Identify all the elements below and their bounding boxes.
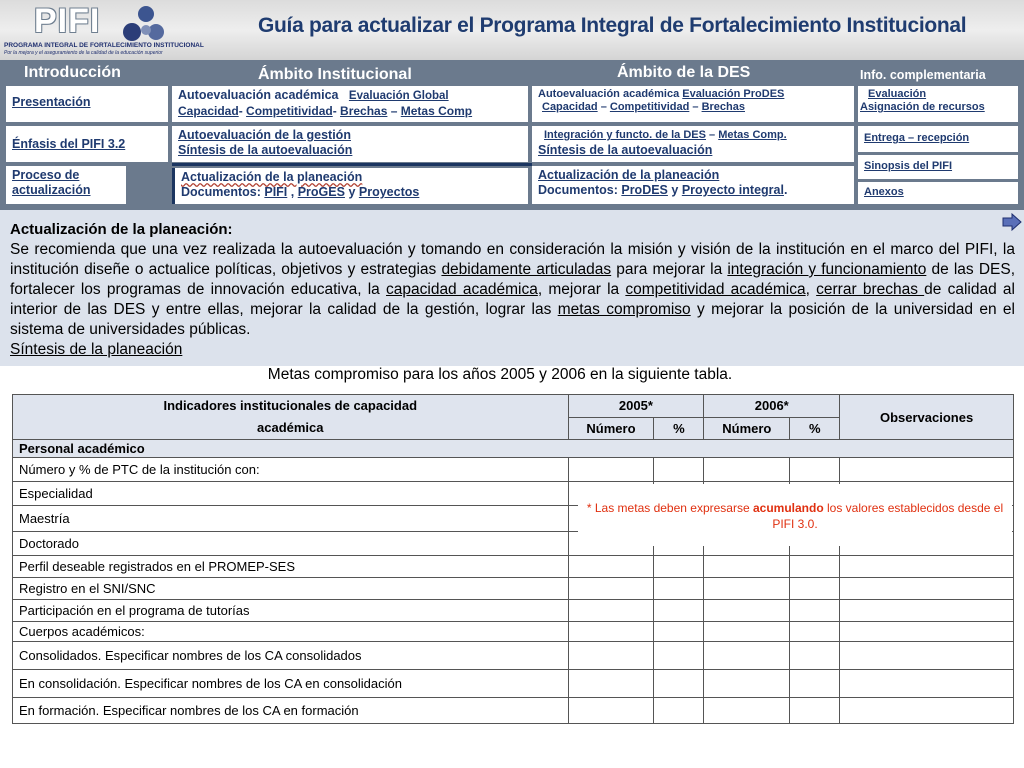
observations-cell[interactable] [840,578,1014,600]
link-integracion-funcionamiento[interactable]: integración y funcionamiento [727,261,927,278]
des-integracion-link[interactable]: Integración y functo. de la DES [544,129,706,141]
body-text-2: para mejorar la [611,261,728,278]
value-cell[interactable] [654,458,704,482]
nav-link-presentacion[interactable]: Presentación [12,95,91,109]
goals-table [12,394,1014,724]
value-cell[interactable] [568,578,654,600]
value-cell[interactable] [790,698,840,724]
nav-cell-inst-actualizacion: Actualización de la planeación Documentos: PIFI , ProGES y Proyectos [172,168,528,204]
info-sinopsis-link[interactable]: Sinopsis del PIFI [864,160,953,172]
row-label: Número y % de PTC de la institución con: [13,458,569,482]
des-metas-link[interactable]: Metas Comp. [718,129,787,141]
row-label: Perfil deseable registrados en el PROMEP-SES [13,556,569,578]
header-numero-2005: Número [568,417,654,440]
header-observaciones: Observaciones [840,395,1014,440]
nav-cell-inst-autoevaluacion: Autoevaluación académica Evaluación Global Capacidad- Competitividad- Brechas – Metas Comp [172,86,528,122]
info-asignacion-link[interactable]: Asignación de recursos [860,101,985,113]
observations-cell[interactable] [840,600,1014,622]
des-prodes-link[interactable]: ProDES [621,183,668,197]
body-text-6: de calidad al interior de las DES y entre ellas, mejorar la calidad de la gestión, lograr las [10,281,1016,318]
note-overlay [578,484,1012,546]
body-text-7: y mejorar la posición de la universidad en el sistema de universidades públicas. [10,301,1015,338]
next-arrow-icon[interactable] [1002,213,1022,231]
table-row [13,578,1014,600]
des-capacidad-link[interactable]: Capacidad [542,101,598,113]
link-debidamente-articuladas[interactable]: debidamente articuladas [441,261,612,278]
inst-competitividad-link[interactable]: Competitividad [246,104,333,118]
nav-item-enfasis[interactable] [6,126,168,162]
info-anexos-link[interactable]: Anexos [864,186,904,198]
value-cell[interactable] [568,556,654,578]
inst-evaluacion-global-link[interactable]: Evaluación Global [348,90,449,102]
table-row [13,458,1014,482]
nav-link-enfasis[interactable]: Énfasis del PIFI 3.2 [12,137,126,151]
nav-link-proceso[interactable]: Proceso de actualización [12,168,91,197]
logo-word: PIFI [34,2,101,40]
table-row [13,556,1014,578]
link-sintesis-planeacion[interactable]: Síntesis de la planeación [10,341,183,358]
nav-header-ambito-institucional: Ámbito Institucional [258,66,412,83]
value-cell[interactable] [568,458,654,482]
observations-cell[interactable] [840,458,1014,482]
value-cell[interactable] [568,642,654,670]
row-label: En consolidación. Especificar nombres de los CA en consolidación [13,670,569,698]
des-actualizacion-link[interactable]: Actualización de la planeación [538,168,720,182]
header-year-2006: 2006* [704,395,840,418]
header [0,0,1024,60]
nav-cell-des-actualizacion: Actualización de la planeación Documentos: ProDES y Proyecto integral. [532,166,854,204]
des-sintesis-link[interactable]: Síntesis de la autoevaluación [538,143,713,157]
nav-cell-info-anexos [858,182,1018,204]
nav-cell-des-autoevaluacion: Autoevaluación académica Evaluación ProDES Capacidad – Competitividad – Brechas [532,86,854,122]
row-label: Cuerpos académicos: [13,622,569,642]
value-cell[interactable] [704,698,790,724]
value-cell[interactable] [704,600,790,622]
value-cell[interactable] [704,670,790,698]
link-metas-compromiso[interactable]: metas compromiso [557,301,691,318]
table-row [13,600,1014,622]
link-cerrar-brechas[interactable]: cerrar brechas [816,281,925,298]
inst-y-label: y [348,185,356,199]
inst-autoevaluacion-label: Autoevaluación académica [178,88,339,102]
nav-cell-info-entrega [858,126,1018,152]
row-label: Consolidados. Especificar nombres de los CA consolidados [13,642,569,670]
body-text-4: , mejorar la [537,281,626,298]
page-title: Guía para actualizar el Programa Integral de Fortalecimiento Institucional [258,14,967,37]
inst-documentos-label: Documentos: [181,185,261,199]
row-label: Maestría [13,506,569,532]
header-pct-2005: % [654,417,704,440]
value-cell[interactable] [790,622,840,642]
header-year-2005: 2005* [568,395,704,418]
header-numero-2006: Número [704,417,790,440]
des-proyecto-integral-link[interactable]: Proyecto integral [681,183,784,197]
nav-header-introduccion: Introducción [24,64,121,81]
value-cell[interactable] [654,670,704,698]
selected-indicator [172,163,532,166]
table-row [13,698,1014,724]
value-cell[interactable] [790,670,840,698]
header-indicators: Indicadores institucionales de capacidad académica [13,395,569,440]
value-cell[interactable] [790,578,840,600]
row-label: Participación en el programa de tutorías [13,600,569,622]
row-label: Personal académico [13,440,1014,458]
value-cell[interactable] [654,622,704,642]
des-evaluacion-prodes-link[interactable]: Evaluación ProDES [682,88,785,100]
info-evaluacion-link[interactable]: Evaluación [868,88,927,100]
des-brechas-link[interactable]: Brechas [701,101,745,113]
body-text-3: de las DES, fortalecer los programas de innovación educativa, la [10,261,1015,298]
pifi-logo [4,2,204,58]
value-cell[interactable] [568,670,654,698]
nav-item-presentacion[interactable] [6,86,168,122]
nav-cell-inst-gestion [172,126,528,162]
table-caption: Metas compromiso para los años 2005 y 2006 en la siguiente tabla. [267,366,733,383]
table-body [13,440,1014,724]
inst-gestion-link[interactable]: Autoevaluación de la gestión [178,128,351,142]
value-cell[interactable] [790,458,840,482]
inst-actualizacion-link[interactable]: Actualización de la planeación [181,170,363,184]
note-text-1: * Las metas deben expresarse [586,501,753,515]
observations-cell[interactable] [840,556,1014,578]
table-row [13,440,1014,458]
logo-name: PROGRAMA INTEGRAL DE FORTALECIMIENTO INSTITUCIONAL [4,42,204,49]
observations-cell[interactable] [840,642,1014,670]
value-cell[interactable] [654,578,704,600]
table-row [13,670,1014,698]
inst-proges-link[interactable]: ProGES [297,185,345,199]
observations-cell[interactable] [840,698,1014,724]
value-cell[interactable] [654,600,704,622]
value-cell[interactable] [568,622,654,642]
row-label: Doctorado [13,532,569,556]
info-entrega-link[interactable]: Entrega – recepción [864,132,970,144]
value-cell[interactable] [568,600,654,622]
nav-header-ambito-des: Ámbito de la DES [617,64,751,81]
row-label: Especialidad [13,482,569,506]
value-cell[interactable] [568,698,654,724]
inst-metas-link[interactable]: Metas Comp [400,104,473,118]
des-competitividad-link[interactable]: Competitividad [609,101,690,113]
des-autoevaluacion-label: Autoevaluación académica [538,88,680,100]
header-pct-2006: % [790,417,840,440]
nav-cell-info-sinopsis [858,155,1018,179]
inst-capacidad-link[interactable]: Capacidad [178,104,239,118]
row-label: Registro en el SNI/SNC [13,578,569,600]
table-row [13,622,1014,642]
body-text-5: , [805,281,817,298]
value-cell[interactable] [704,578,790,600]
row-label: En formación. Especificar nombres de los CA en formación [13,698,569,724]
value-cell[interactable] [654,556,704,578]
note-bold: acumulando [752,501,824,515]
value-cell[interactable] [704,642,790,670]
value-cell[interactable] [790,642,840,670]
inst-sintesis-link[interactable]: Síntesis de la autoevaluación [178,143,353,157]
nav-cell-des-integracion: Integración y functo. de la DES – Metas Comp. Síntesis de la autoevaluación [532,126,854,162]
value-cell[interactable] [704,556,790,578]
des-documentos-label: Documentos: [538,183,618,197]
inst-proyectos-link[interactable]: Proyectos [358,185,420,199]
body-text-1: Se recomienda que una vez realizada la autoevaluación y tomando en consideración la misión y visión de la institución en el marco del PIFI, la institución diseñe o actualice políticas, objetivos y estrategias [10,241,1015,278]
inst-pifi-link[interactable]: PIFI [264,185,288,199]
value-cell[interactable] [654,698,704,724]
value-cell[interactable] [790,600,840,622]
value-cell[interactable] [704,622,790,642]
nav-header-info-complementaria: Info. complementaria [860,68,986,82]
link-competitividad-academica[interactable]: competitividad académica [625,281,806,298]
logo-tagline: Por la mejora y el aseguramiento de la calidad de la educación superior [4,50,163,56]
value-cell[interactable] [654,642,704,670]
value-cell[interactable] [790,556,840,578]
table-row [13,642,1014,670]
link-capacidad-academica[interactable]: capacidad académica [386,281,538,298]
content-title: Actualización de la planeación: [10,221,233,238]
observations-cell[interactable] [840,670,1014,698]
observations-cell[interactable] [840,622,1014,642]
inst-brechas-link[interactable]: Brechas [340,104,388,118]
content-body [10,240,1015,360]
nav-cell-info-evaluacion [858,86,1018,122]
logo-dots-icon [122,4,166,44]
des-y-label: y [671,183,679,197]
nav-item-proceso[interactable] [6,166,126,204]
value-cell[interactable] [704,458,790,482]
note-text-2: los valores establecidos desde el PIFI 3.0. [772,501,1004,531]
